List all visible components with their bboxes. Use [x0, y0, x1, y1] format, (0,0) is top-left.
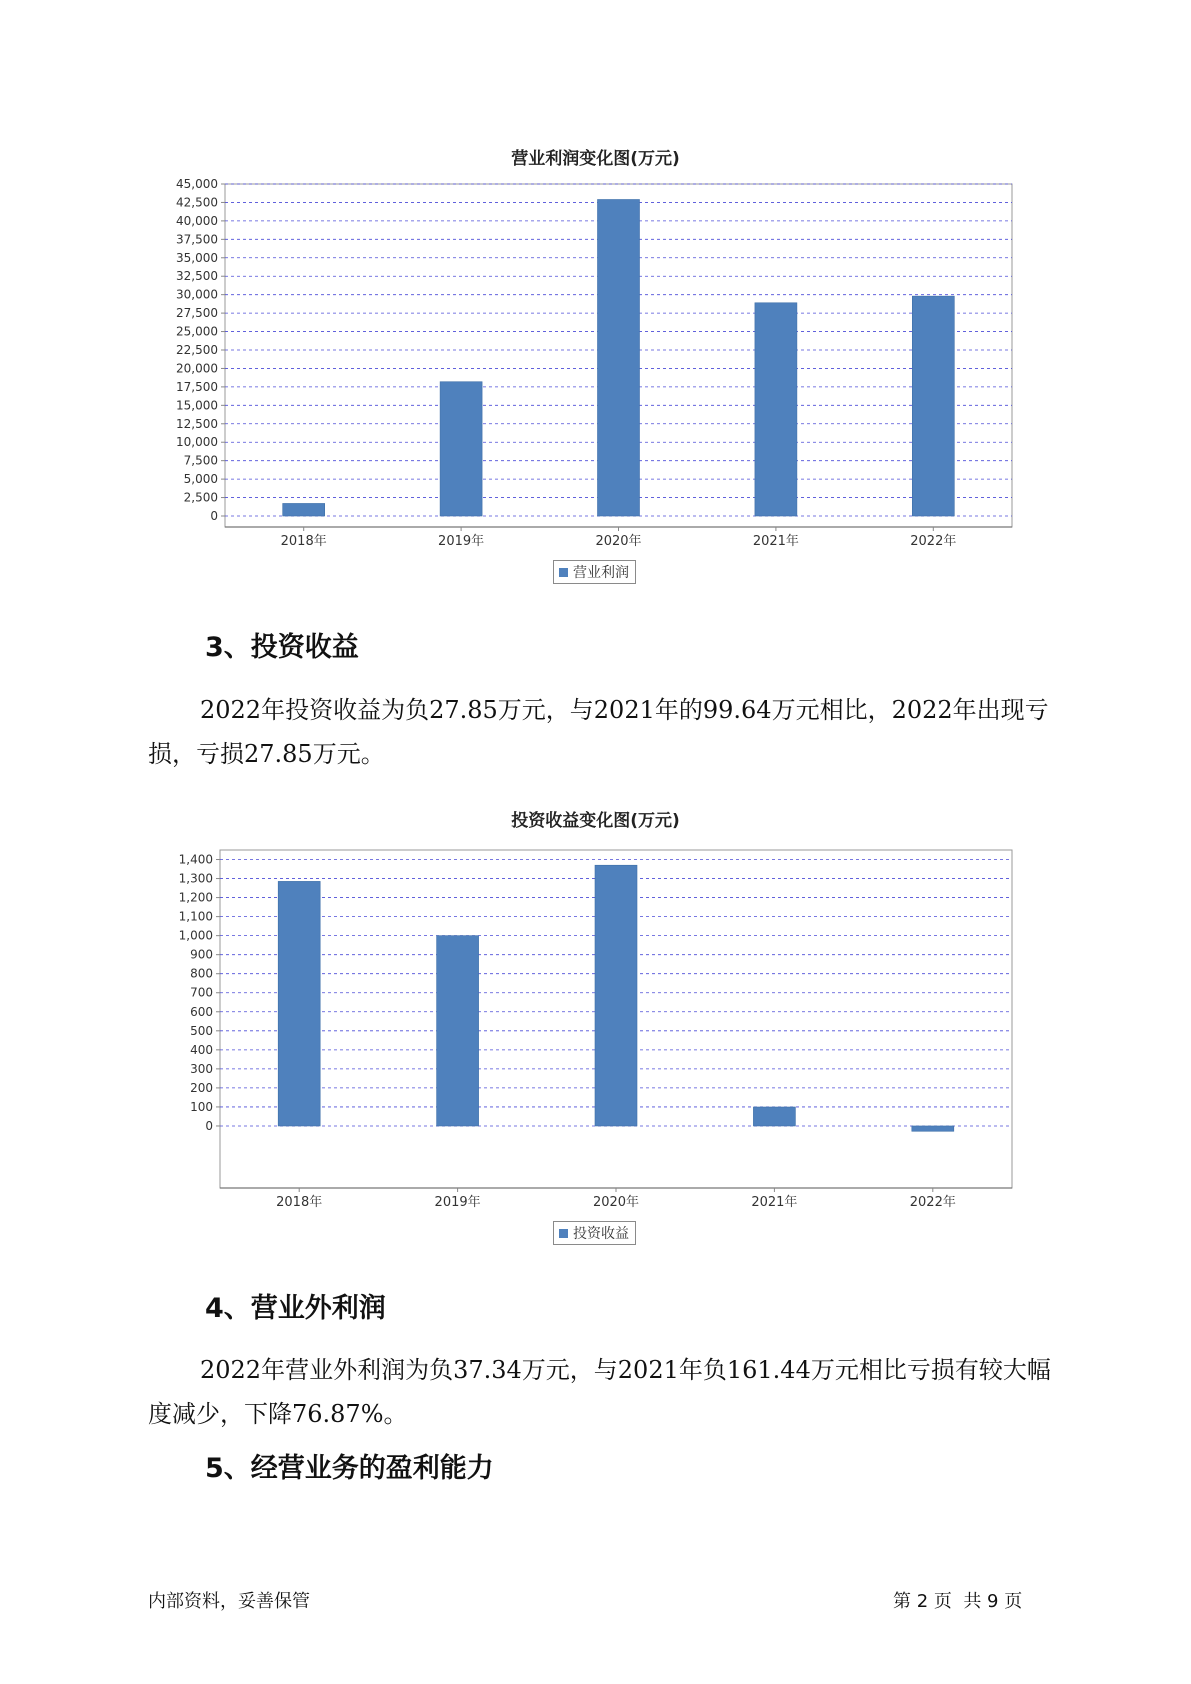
- y-tick-label: 700: [190, 985, 213, 1000]
- legend-swatch-icon: [559, 1229, 568, 1238]
- y-tick-label: 0: [210, 509, 218, 523]
- y-tick-label: 400: [190, 1042, 213, 1057]
- footer-left: 内部资料，妥善保管: [148, 1591, 310, 1612]
- chart1-title: 营业利润变化图(万元): [511, 149, 680, 169]
- y-tick-label: 600: [190, 1004, 213, 1019]
- y-tick-label: 500: [190, 1023, 213, 1038]
- section-5-heading: 5、经营业务的盈利能力: [205, 1453, 494, 1484]
- y-tick-label: 37,500: [176, 232, 218, 247]
- x-tick-label: 2018年: [280, 534, 327, 548]
- x-tick-label: 2018年: [276, 1195, 323, 1210]
- bar-2018年: [283, 503, 325, 516]
- y-tick-label: 15,000: [176, 398, 218, 413]
- bar-2021年: [755, 303, 797, 516]
- section-4-paragraph: 2022年营业外利润为负37.34万元，与2021年负161.44万元相比亏损有较大幅度减少，下降76.87%。: [148, 1356, 1051, 1428]
- x-tick-label: 2022年: [910, 534, 957, 548]
- bar-2019年: [437, 936, 479, 1126]
- bar-2019年: [440, 382, 482, 516]
- y-tick-label: 7,500: [183, 453, 218, 468]
- y-tick-label: 20,000: [176, 361, 218, 376]
- legend-swatch-icon: [559, 568, 568, 577]
- y-tick-label: 1,300: [178, 871, 213, 886]
- y-tick-label: 2,500: [183, 490, 218, 505]
- y-tick-label: 10,000: [176, 435, 218, 450]
- y-tick-label: 900: [190, 947, 213, 962]
- y-tick-label: 300: [190, 1061, 213, 1076]
- chart2-title: 投资收益变化图(万元): [511, 811, 680, 831]
- y-tick-label: 5,000: [183, 472, 218, 487]
- y-tick-label: 35,000: [176, 250, 218, 265]
- bar-2020年: [595, 865, 637, 1126]
- y-tick-label: 22,500: [176, 343, 218, 357]
- y-tick-label: 12,500: [176, 416, 218, 431]
- y-tick-label: 40,000: [176, 213, 218, 228]
- x-tick-label: 2021年: [752, 534, 799, 548]
- chart1-legend-label: 营业利润: [573, 565, 629, 581]
- y-tick-label: 17,500: [176, 379, 218, 394]
- y-tick-label: 200: [190, 1080, 213, 1095]
- chart2-legend: [553, 1221, 636, 1245]
- section-3-paragraph: 2022年投资收益为负27.85万元，与2021年的99.64万元相比，2022年出现亏损，亏损27.85万元。: [148, 696, 1049, 768]
- y-tick-label: 1,200: [178, 890, 213, 905]
- y-tick-label: 100: [190, 1099, 213, 1114]
- y-tick-label: 0: [205, 1118, 213, 1133]
- y-tick-label: 42,500: [176, 195, 218, 210]
- bar-2022年: [912, 296, 954, 516]
- y-tick-label: 27,500: [176, 306, 218, 321]
- x-tick-label: 2019年: [438, 534, 485, 548]
- x-tick-label: 2020年: [595, 534, 642, 548]
- chart2-legend-label: 投资收益: [573, 1226, 629, 1242]
- y-tick-label: 45,000: [176, 177, 218, 191]
- section-4-heading: 4、营业外利润: [205, 1293, 386, 1324]
- y-tick-label: 800: [190, 966, 213, 981]
- y-tick-label: 1,100: [178, 909, 213, 924]
- chart1-legend: [553, 560, 636, 584]
- bar-2018年: [278, 881, 320, 1126]
- y-tick-label: 30,000: [176, 287, 218, 302]
- x-tick-label: 2020年: [592, 1195, 640, 1210]
- x-tick-label: 2022年: [909, 1195, 956, 1210]
- y-tick-label: 32,500: [176, 269, 218, 284]
- x-tick-label: 2019年: [434, 1195, 481, 1210]
- y-tick-label: 25,000: [176, 324, 218, 339]
- footer-page-number: 第 2 页 共 9 页: [893, 1591, 1023, 1612]
- section-3-heading: 3、投资收益: [205, 632, 359, 663]
- chart1-operating-profit: [0, 168, 1191, 548]
- x-tick-label: 2021年: [751, 1195, 798, 1210]
- bar-2022年: [912, 1126, 954, 1131]
- y-tick-label: 1,400: [178, 852, 213, 867]
- bar-2021年: [753, 1107, 795, 1126]
- y-tick-label: 1,000: [178, 928, 213, 943]
- bar-2020年: [598, 199, 640, 516]
- chart2-investment-income: [0, 836, 1191, 1216]
